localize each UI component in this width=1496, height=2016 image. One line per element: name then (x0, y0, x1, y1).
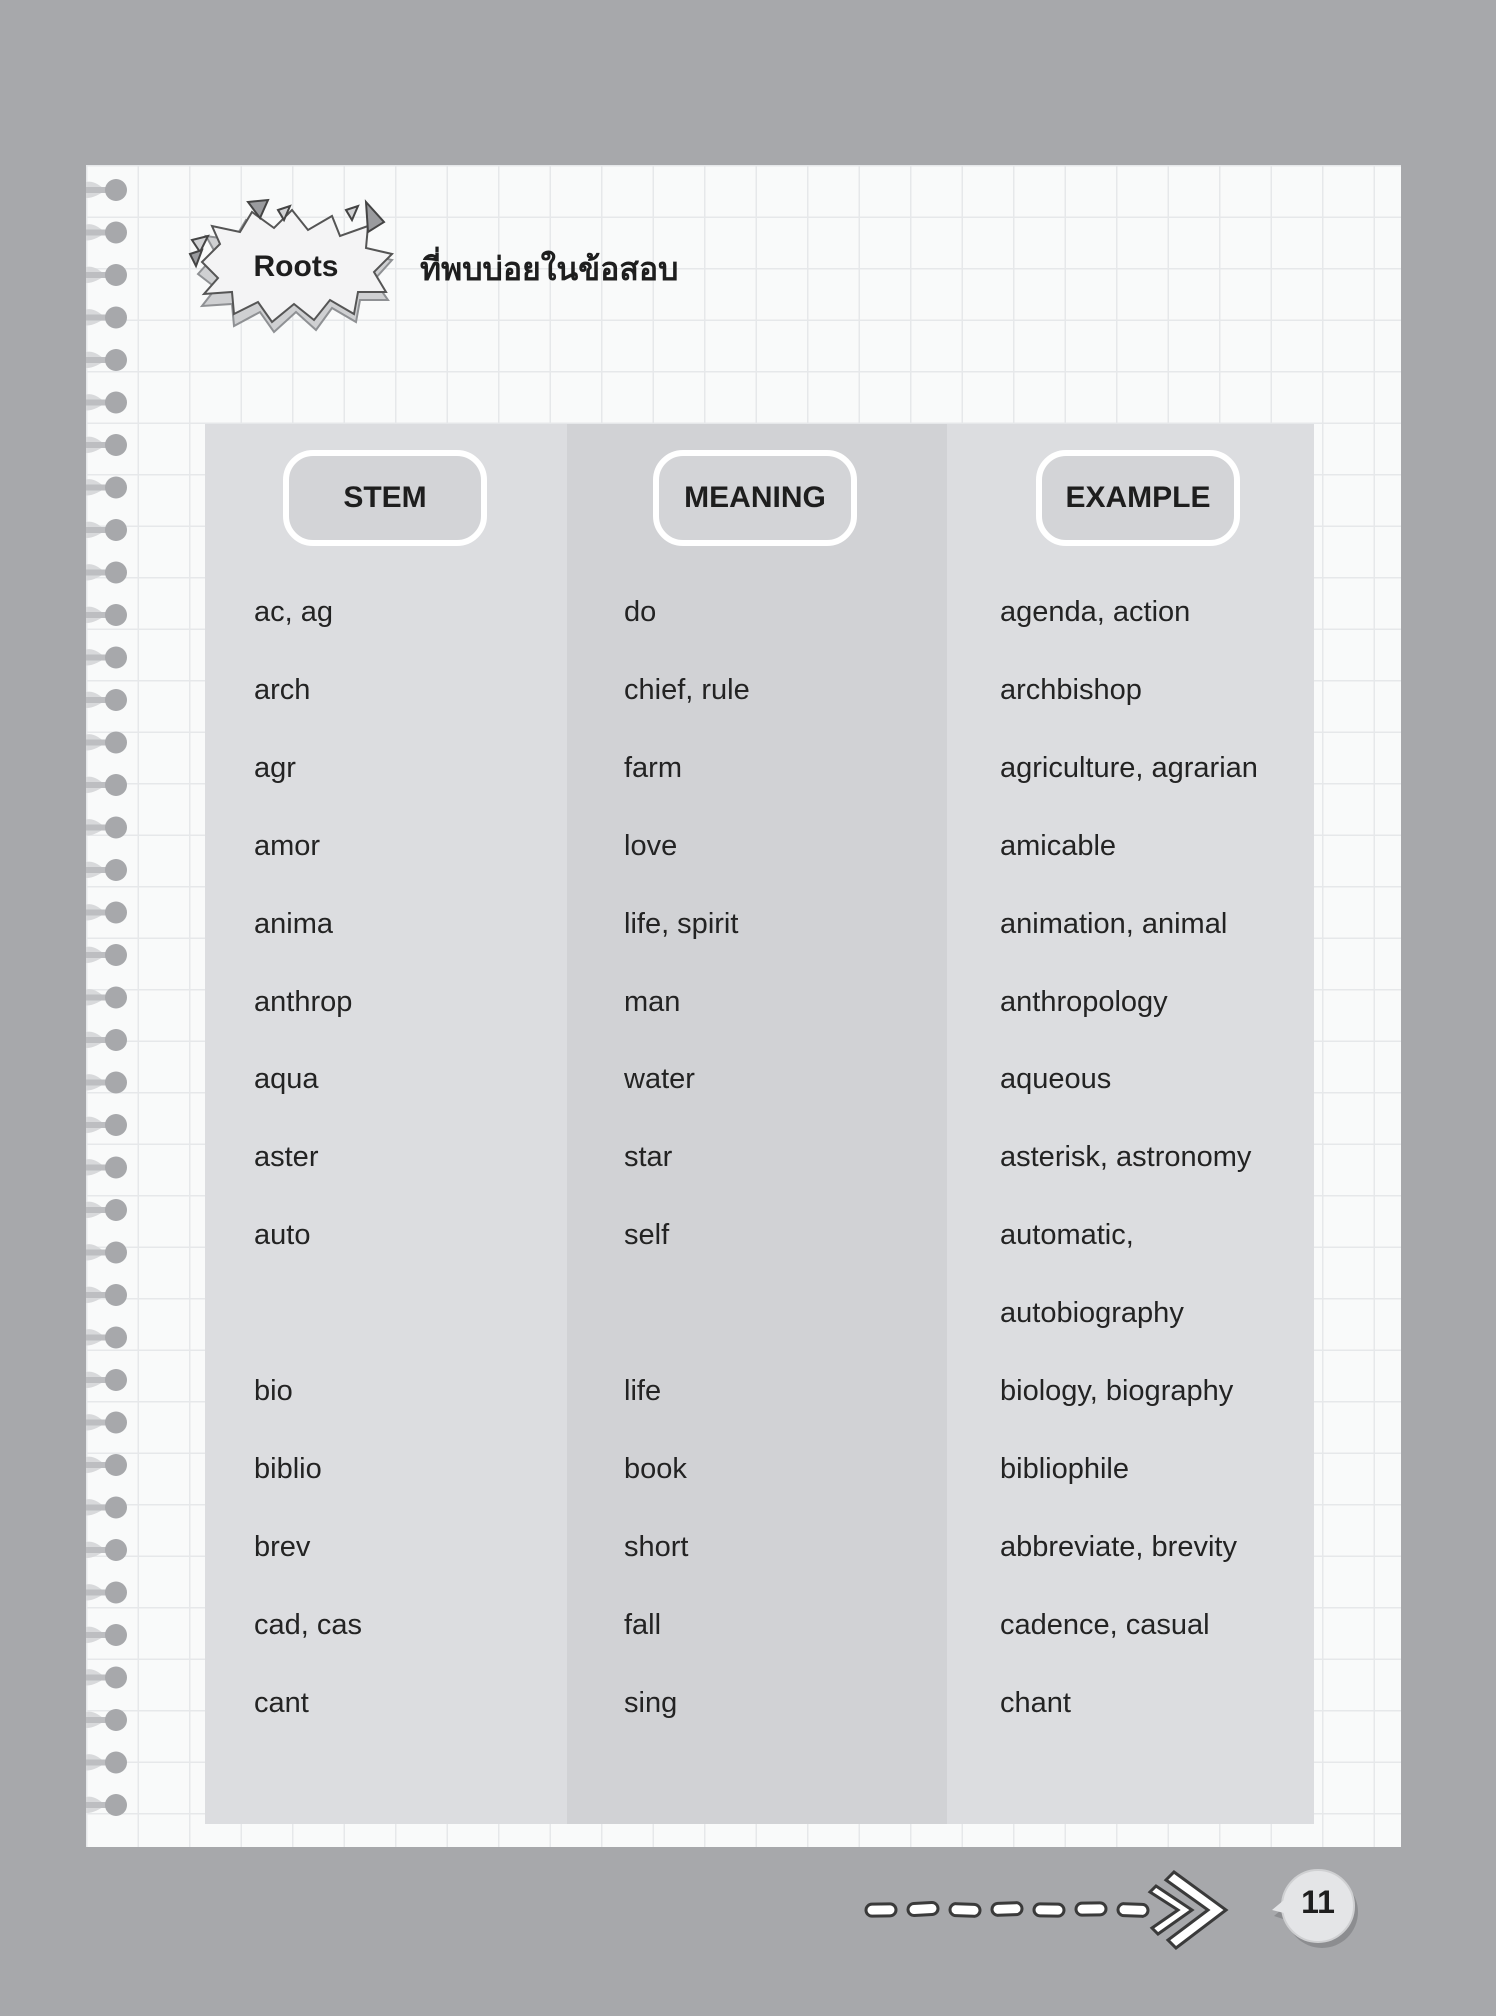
binding-ring (86, 477, 127, 499)
stem-column (205, 424, 567, 1824)
binding-ring (86, 1752, 127, 1774)
binding-ring (86, 1624, 127, 1646)
dashed-arrow-icon (862, 1866, 1232, 1950)
stem-header: STEM (283, 450, 487, 546)
meaning-cell: man (624, 986, 681, 1018)
meaning-cell: do (624, 596, 657, 628)
binding-ring (86, 987, 127, 1009)
binding-ring (86, 902, 127, 924)
example-cell: chant (1000, 1687, 1071, 1719)
example-cell: autobiography (1000, 1297, 1184, 1329)
binding-ring (86, 1369, 127, 1391)
meaning-cell: farm (624, 752, 682, 784)
binding-ring (86, 1284, 127, 1306)
binding-ring (86, 944, 127, 966)
binding-ring (86, 1539, 127, 1561)
binding-ring (86, 1794, 127, 1816)
stem-cell: cad, cas (254, 1609, 362, 1641)
stem-cell: cant (254, 1687, 309, 1719)
binding-ring (86, 604, 127, 626)
meaning-cell: book (624, 1453, 687, 1485)
binding-ring (86, 1709, 127, 1731)
page-number: 11 (1301, 1884, 1335, 1920)
binding-ring (86, 1199, 127, 1221)
meaning-cell: life, spirit (624, 908, 739, 940)
meaning-cell: short (624, 1531, 689, 1563)
example-cell: agenda, action (1000, 596, 1191, 628)
stem-cell: brev (254, 1531, 311, 1563)
binding-ring (86, 1582, 127, 1604)
stem-cell: arch (254, 674, 311, 706)
stem-cell: amor (254, 830, 321, 862)
meaning-cell: love (624, 830, 678, 862)
meaning-cell: sing (624, 1687, 678, 1719)
binding-ring (86, 179, 127, 201)
binding-ring (86, 434, 127, 456)
example-cell: abbreviate, brevity (1000, 1531, 1237, 1563)
example-cell: cadence, casual (1000, 1609, 1210, 1641)
example-cell: animation, animal (1000, 908, 1228, 940)
example-cell: asterisk, astronomy (1000, 1141, 1252, 1173)
binding-ring (86, 817, 127, 839)
binding-ring (86, 1327, 127, 1349)
example-cell: aqueous (1000, 1063, 1112, 1095)
binding-ring (86, 222, 127, 244)
meaning-header: MEANING (653, 450, 857, 546)
binding-ring (86, 1029, 127, 1051)
stem-cell: anthrop (254, 986, 353, 1018)
stem-cell: ac, ag (254, 596, 333, 628)
binding-ring (86, 1242, 127, 1264)
binding-ring (86, 519, 127, 541)
meaning-cell: star (624, 1141, 673, 1173)
example-cell: archbishop (1000, 674, 1142, 706)
stem-cell: aster (254, 1141, 319, 1173)
binding-ring (86, 1667, 127, 1689)
binding-ring (86, 774, 127, 796)
binding-ring (86, 349, 127, 371)
stem-cell: anima (254, 908, 333, 940)
binding-ring (86, 859, 127, 881)
meaning-column (567, 424, 947, 1824)
stem-cell: auto (254, 1219, 311, 1251)
roots-badge-label: Roots (253, 250, 339, 283)
spiral-binding (86, 165, 146, 1847)
example-cell: biology, biography (1000, 1375, 1234, 1407)
example-cell: automatic, (1000, 1219, 1134, 1251)
binding-ring (86, 1114, 127, 1136)
binding-ring (86, 1454, 127, 1476)
binding-ring (86, 1412, 127, 1434)
example-cell: amicable (1000, 830, 1117, 862)
binding-ring (86, 562, 127, 584)
meaning-cell: life (624, 1375, 662, 1407)
binding-ring (86, 264, 127, 286)
binding-ring (86, 689, 127, 711)
meaning-cell: chief, rule (624, 674, 750, 706)
binding-ring (86, 732, 127, 754)
binding-ring (86, 1157, 127, 1179)
page-heading: ที่พบบ่อยในข้อสอบ (420, 250, 679, 288)
example-cell: anthropology (1000, 986, 1168, 1018)
stem-cell: aqua (254, 1063, 319, 1095)
example-cell: agriculture, agrarian (1000, 752, 1258, 784)
binding-ring (86, 1497, 127, 1519)
binding-ring (86, 392, 127, 414)
roots-table (205, 424, 1314, 1824)
meaning-cell: self (624, 1219, 670, 1251)
binding-ring (86, 1072, 127, 1094)
example-header: EXAMPLE (1036, 450, 1240, 546)
stem-cell: biblio (254, 1453, 322, 1485)
meaning-cell: fall (624, 1609, 662, 1641)
binding-ring (86, 647, 127, 669)
example-column (947, 424, 1314, 1824)
stem-cell: bio (254, 1375, 293, 1407)
example-cell: bibliophile (1000, 1453, 1129, 1485)
stem-cell: agr (254, 752, 296, 784)
meaning-cell: water (624, 1063, 695, 1095)
binding-ring (86, 307, 127, 329)
